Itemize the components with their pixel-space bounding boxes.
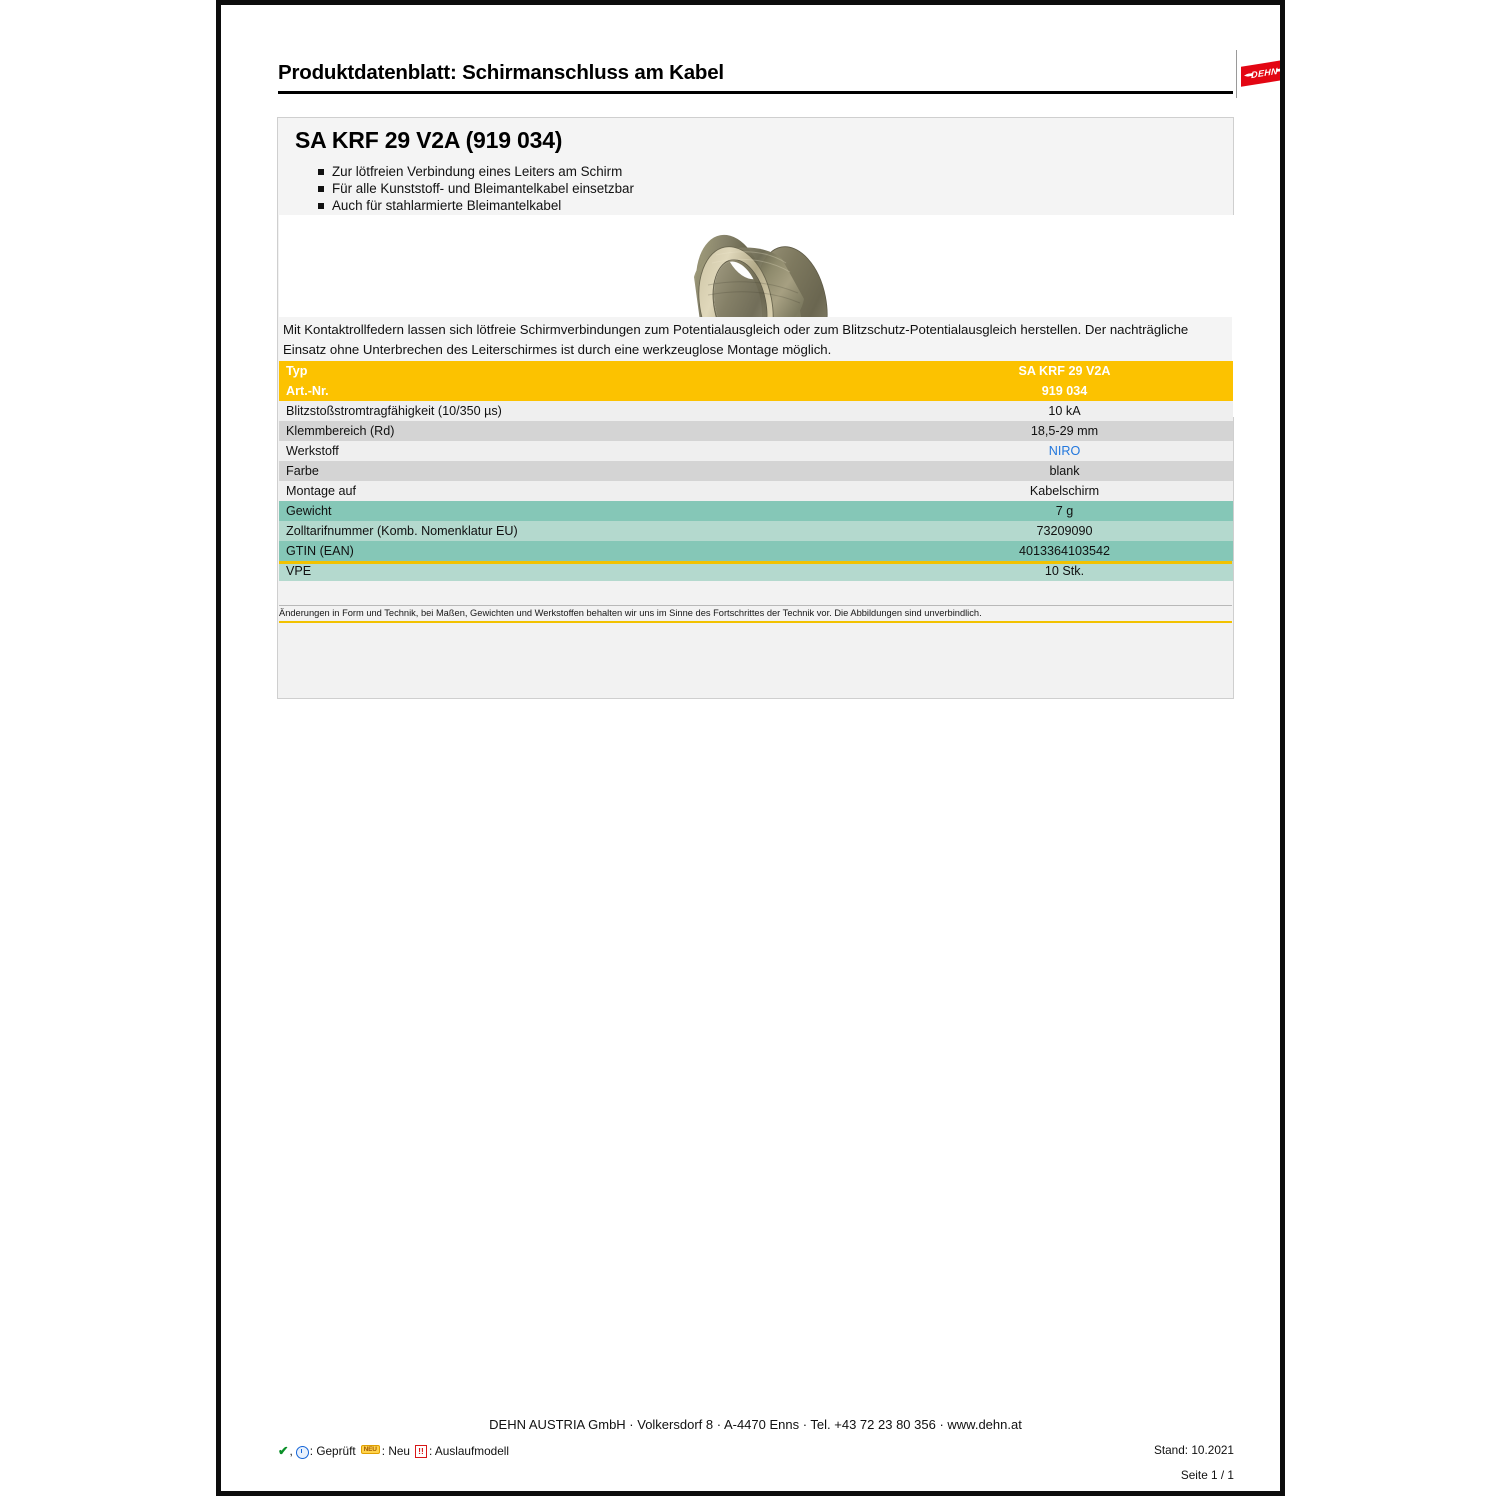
legend-separator: ,	[289, 1443, 293, 1458]
clock-icon	[296, 1446, 309, 1459]
specification-table	[279, 361, 1233, 581]
spec-label: GTIN (EAN)	[279, 541, 896, 561]
document-page-frame	[216, 0, 1285, 1496]
logo-wordmark: DEHN	[1251, 65, 1278, 81]
spec-label: Klemmbereich (Rd)	[279, 421, 896, 441]
spec-label: Werkstoff	[279, 441, 896, 461]
document-header	[278, 45, 1278, 95]
list-item: Für alle Kunststoff- und Bleimantelkabel einsetzbar	[318, 180, 634, 197]
table-row	[279, 381, 1233, 401]
spec-label: Gewicht	[279, 501, 896, 521]
product-header-block	[278, 118, 1233, 215]
footer-company-info: DEHN AUSTRIA GmbH · Volkersdorf 8 · A-4470 Enns · Tel. +43 72 23 80 356 · www.dehn.at	[489, 1417, 1022, 1432]
spec-label: Art.-Nr.	[279, 381, 896, 401]
check-icon: ✔	[278, 1444, 289, 1458]
table-row	[279, 361, 1233, 381]
product-feature-list	[318, 163, 634, 215]
specification-table-body	[279, 361, 1233, 581]
table-row	[279, 421, 1233, 441]
legend-label-neu: : Neu	[381, 1443, 410, 1458]
spec-label: Blitzstoßstromtragfähigkeit (10/350 µs)	[279, 401, 896, 421]
legal-disclaimer: Änderungen in Form und Technik, bei Maßen, Gewichten und Werkstoffen behalten wir uns im Sinne des Fortschrittes der Technik vor. Die Abbildungen sind unverbindlich.	[279, 605, 1232, 618]
spec-value: 7 g	[896, 501, 1233, 521]
spec-value-material	[896, 441, 1233, 461]
spec-value: blank	[896, 461, 1233, 481]
table-row	[279, 401, 1233, 421]
table-row	[279, 481, 1233, 501]
spec-value: 73209090	[896, 521, 1233, 541]
page-title: Produktdatenblatt: Schirmanschluss am Kabel	[278, 61, 724, 84]
spec-value: 919 034	[896, 381, 1233, 401]
spec-value: Kabelschirm	[896, 481, 1233, 501]
document-sheet	[221, 5, 1280, 1491]
page-footer	[277, 1400, 1234, 1490]
spec-label: Farbe	[279, 461, 896, 481]
footer-page-number: Seite 1 / 1	[1180, 1468, 1234, 1482]
discontinued-warning-icon: !!	[415, 1445, 427, 1458]
footer-revision-date: Stand: 10.2021	[1153, 1443, 1234, 1457]
product-image-area	[279, 215, 1234, 322]
spec-value: 18,5-29 mm	[896, 421, 1233, 441]
table-row	[279, 521, 1233, 541]
list-item: Zur lötfreien Verbindung eines Leiters am Schirm	[318, 163, 634, 180]
table-row	[279, 501, 1233, 521]
spec-value: 4013364103542	[896, 541, 1233, 561]
disclaimer-rule	[279, 621, 1232, 623]
spec-label: Montage auf	[279, 481, 896, 501]
product-panel	[277, 117, 1234, 699]
spec-label: Zolltarifnummer (Komb. Nomenklatur EU)	[279, 521, 896, 541]
product-title: SA KRF 29 V2A (919 034)	[295, 127, 563, 153]
table-row	[279, 461, 1233, 481]
table-row	[279, 561, 1233, 581]
new-badge-icon: NEU	[361, 1445, 380, 1454]
header-divider	[278, 91, 1233, 94]
spec-label: Typ	[279, 361, 896, 381]
spec-value: SA KRF 29 V2A	[896, 361, 1233, 381]
dehn-logo	[1236, 50, 1280, 98]
legend-label-auslaufmodell: : Auslaufmodell	[429, 1443, 510, 1458]
footer-legend	[278, 1443, 509, 1458]
spec-label: VPE	[279, 561, 896, 581]
list-item: Auch für stahlarmierte Bleimantelkabel	[318, 197, 634, 214]
table-bottom-rule	[279, 561, 1232, 564]
product-description: Mit Kontaktrollfedern lassen sich lötfreie Schirmverbindungen zum Potentialausgleich oder zum Blitzschutz-Potentialausgleich herstellen. Der nachträgliche Einsatz ohne Unterbrechen des Leiterschirmes ist durch eine werkzeuglose Montage möglich.	[279, 317, 1232, 363]
legend-label-geprueft: : Geprüft	[309, 1443, 356, 1458]
material-link[interactable]: NIRO	[1048, 444, 1081, 458]
spec-value: 10 Stk.	[896, 561, 1233, 581]
logo-parallelogram	[1241, 59, 1280, 86]
table-row	[279, 441, 1233, 461]
table-row	[279, 541, 1233, 561]
spec-value: 10 kA	[896, 401, 1233, 421]
